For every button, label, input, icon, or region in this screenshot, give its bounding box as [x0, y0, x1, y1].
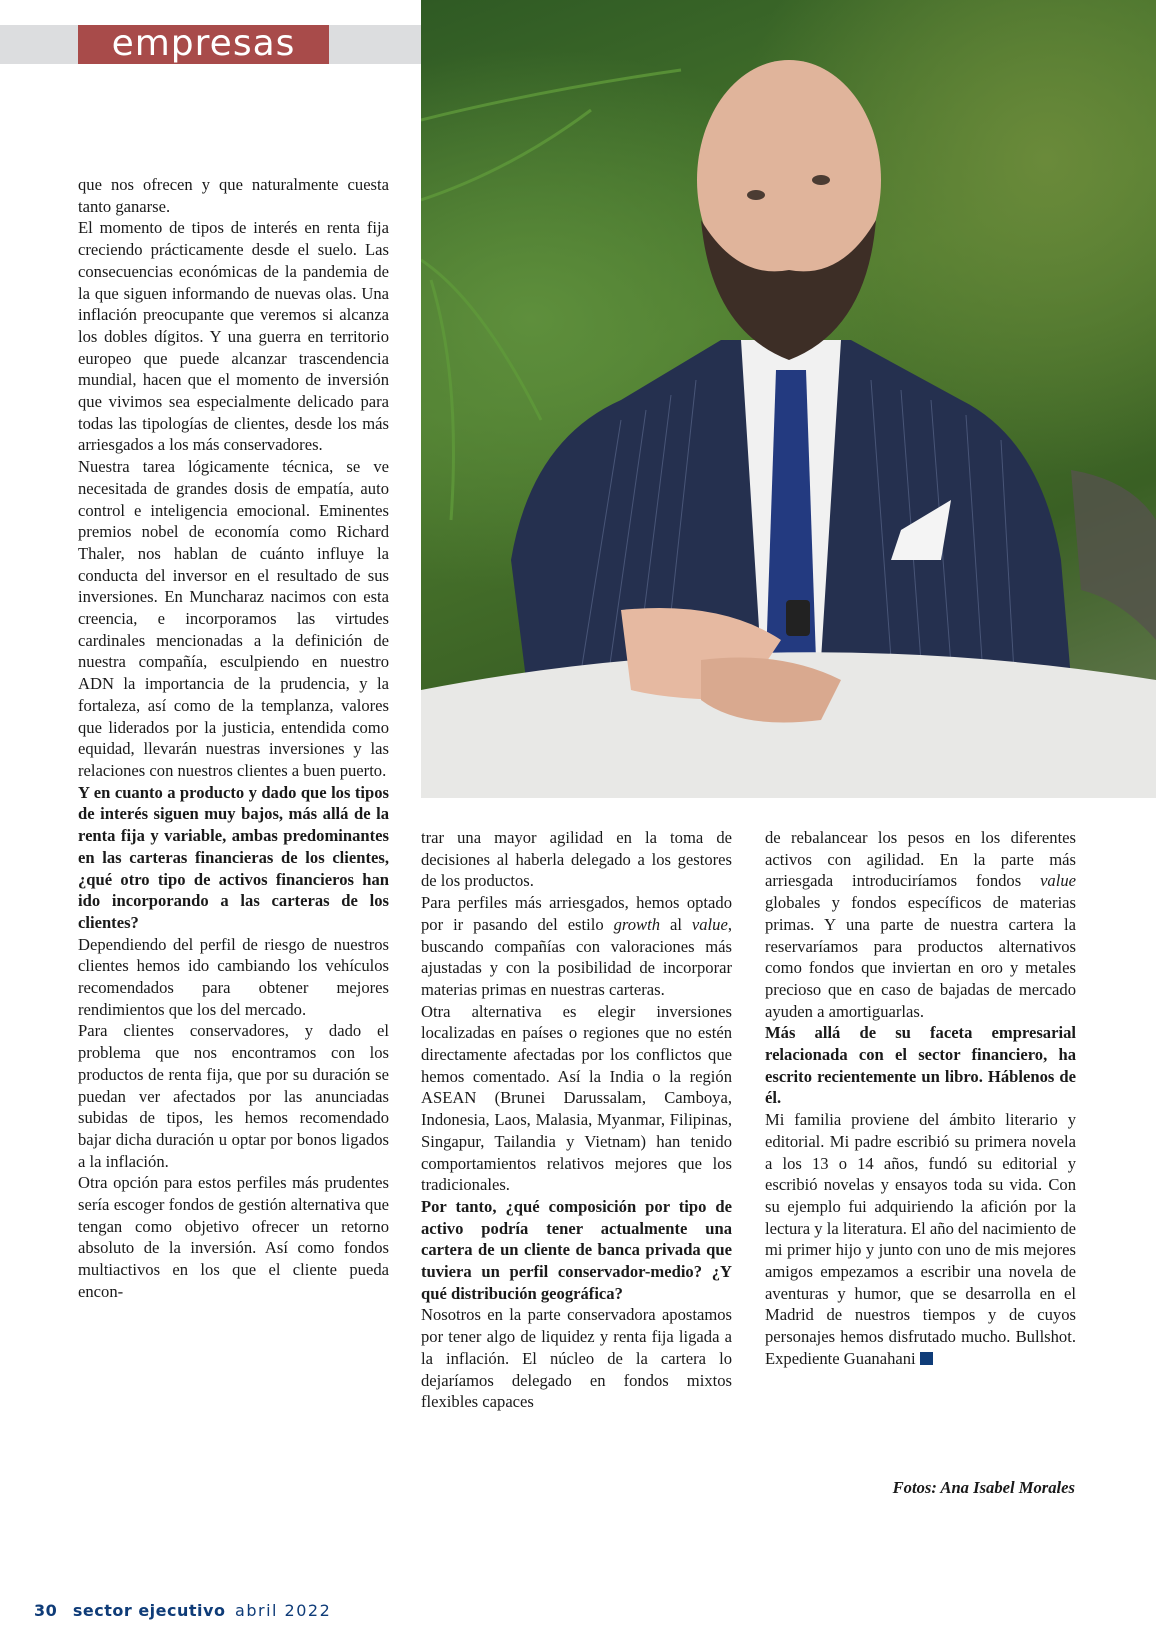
- paragraph: Nuestra tarea lógicamente técnica, se ve necesitada de grandes dosis de empatía, auto control e inteligencia emocional. Eminentes premios nobel de economía como Richard Thaler, nos hablan de cuánto influye la conducta del inversor en el resultado de sus inversiones. En Muncharaz nacimos con esta creencia, e incorporamos las virtudes cardinales mencionadas a la definición de nuestra compañía, esculpiendo en nuestro ADN la importancia de la prudencia, y la fortaleza, así como de la templanza, valores que liderados por la justicia, entendida como equidad, llevarán nuestras inversiones y las relaciones con nuestros clientes a buen puerto.: [78, 457, 389, 780]
- emphasis-growth: growth: [613, 914, 661, 934]
- article-column-right: [765, 827, 1076, 1370]
- paragraph: Otra opción para estos perfiles más prudentes sería escoger fondos de gestión alternativa que tengan como objetivo ofrecer un retorno absoluto de la inversión. Así como fondos multiactivos en los que el cliente pueda encon-: [78, 1173, 389, 1301]
- issue-date: abril 2022: [235, 1601, 332, 1620]
- interview-question: Por tanto, ¿qué composición por tipo de activo podría tener actualmente una cartera de un cliente de banca privada que tuviera un perfil conservador-medio? ¿Y qué distribución geográfica?: [421, 1196, 732, 1303]
- article-column-middle: [421, 827, 732, 1413]
- paragraph: Para clientes conservadores, y dado el problema que nos encontramos con los productos de renta fija, que por su duración se puedan ver afectados por las anunciadas subidas de tipos, les hemos recomendado bajar dicha duración u optar por bonos ligados a la inflación.: [78, 1021, 389, 1171]
- emphasis-value: value: [1040, 871, 1076, 891]
- paragraph: Dependiendo del perfil de riesgo de nuestros clientes hemos ido cambiando los vehículos recomendados para obtener mejores rendimientos que los del mercado.: [78, 934, 389, 1019]
- emphasis-value: value: [691, 914, 728, 934]
- paragraph: Otra alternativa es elegir inversiones localizadas en países o regiones que no estén directamente afectadas por los conflictos que hemos comentado. Así la India o la región ASEAN (Brunei Darussalam, Camboya, Indonesia, Laos, Malasia, Myanmar, Filipinas, Singapur, Tailandia y Vietnam) han tenido comportamientos relativos mejores que los tradicionales.: [421, 1001, 732, 1195]
- page-footer: [34, 1601, 331, 1620]
- paragraph: de rebalancear los pesos en los diferentes activos con agilidad. En la parte más arriesgada introduciríamos fondos value globales y fondos específicos de materias primas. Y una parte de nuestra cartera la reservaríamos para productos alternativos como fondos que inviertan en oro y metales precioso que en caso de bajadas de mercado ayuden a amortiguarlas.: [765, 828, 1076, 1021]
- paragraph: Mi familia proviene del ámbito literario y editorial. Mi padre escribió su primera novela a los 13 o 14 años, fundó su editorial y escribió novelas y ensayos toda su vida. Con su ejemplo fui adquiriendo la afición por la lectura y la literatura. El año del nacimiento de mi primer hijo y junto con uno de mis mejores amigos empezamos a escribir una novela de aventuras y humor, que se desarrolla en el Madrid de nuestros tiempos y de cuyos personajes hemos disfrutado mucho. Bullshot. Expediente Guanahani: [765, 1110, 1076, 1368]
- portrait-photo-icon: [421, 0, 1156, 798]
- magazine-name: sector ejecutivo: [72, 1601, 226, 1620]
- paragraph: El momento de tipos de interés en renta fija creciendo prácticamente desde el suelo. Las consecuencias económicas de la pandemia de la que siguen informando de nuevas olas. Una inflación preocupante que veremos si alcanza los dobles dígitos. Y una guerra en territorio europeo que puede alcanzar trascendencia mundial, hacen que el momento de inversión que vivimos sea especialmente delicado para todas las tipologías de clientes, desde los más arriesgados a los más conservadores.: [78, 218, 389, 455]
- section-tag: empresas: [78, 25, 329, 64]
- end-of-article-square-icon: [920, 1352, 933, 1365]
- article-column-left: [78, 174, 389, 1303]
- portrait-illustration: [421, 0, 1156, 798]
- interview-question: Más allá de su faceta empresarial relacionada con el sector financiero, ha escrito recientemente un libro. Háblenos de él.: [765, 1023, 1076, 1108]
- interview-question: Y en cuanto a producto y dado que los tipos de interés siguen muy bajos, más allá de la renta fija y variable, ambas predominantes en las carteras financieras de los clientes, ¿qué otro tipo de activos financieros han ido incorporando a las carteras de los clientes?: [78, 782, 389, 932]
- paragraph: Para perfiles más arriesgados, hemos optado por ir pasando del estilo growth al value, buscando compañías con valoraciones más ajustadas y con la posibilidad de incorporar materias primas en nuestras carteras.: [421, 893, 732, 999]
- photo-credit: Fotos: Ana Isabel Morales: [892, 1478, 1075, 1497]
- page-number: 30: [34, 1601, 58, 1620]
- paragraph: trar una mayor agilidad en la toma de decisiones al haberla delegado a los gestores de los productos.: [421, 828, 732, 891]
- paragraph: que nos ofrecen y que naturalmente cuesta tanto ganarse.: [78, 175, 389, 216]
- paragraph: Nosotros en la parte conservadora apostamos por tener algo de liquidez y renta fija ligada a la inflación. El núcleo de la cartera lo dejaríamos delegado en fondos mixtos flexibles capaces: [421, 1305, 732, 1412]
